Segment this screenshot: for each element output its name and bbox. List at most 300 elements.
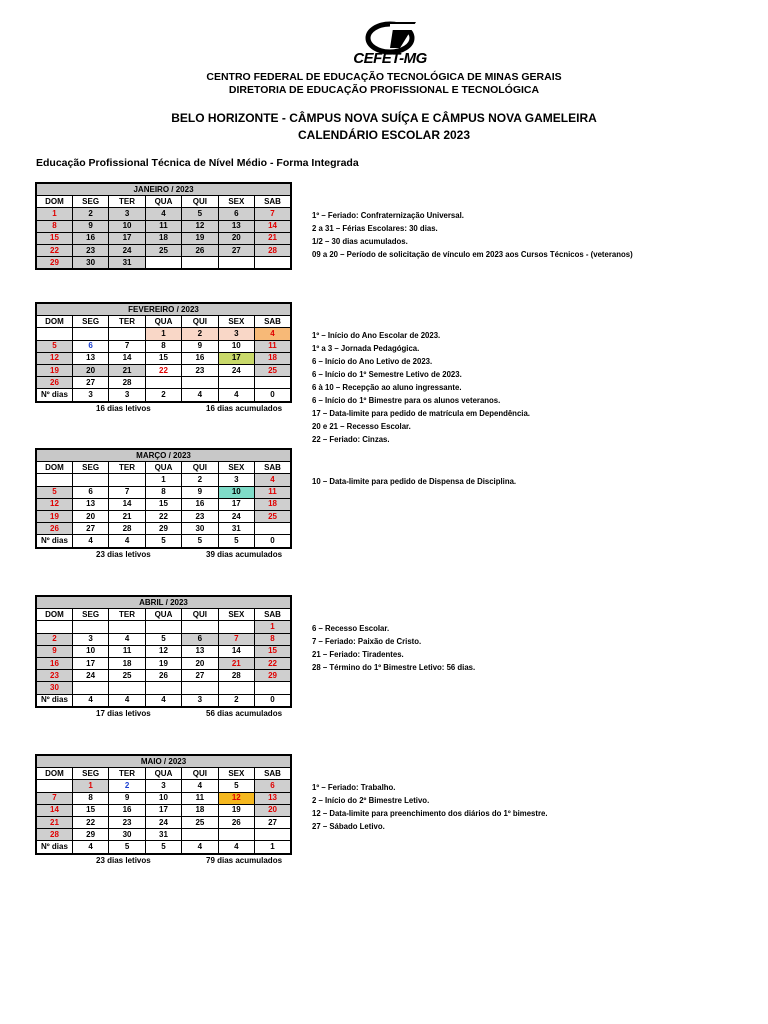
weekday-header: SEX: [218, 462, 254, 474]
day-cell: 9: [36, 645, 72, 657]
day-cell: 31: [109, 257, 145, 270]
day-cell: 5: [36, 340, 72, 352]
day-cell: 23: [72, 244, 108, 256]
event-item: 12 – Data-limite para preenchimento dos diários do 1º bimestre.: [312, 809, 548, 818]
days-count-label: Nº dias: [36, 694, 72, 707]
day-cell: 17: [218, 498, 254, 510]
day-cell: 11: [182, 792, 218, 804]
accumulated-days-total: 16 dias acumulados: [206, 403, 283, 413]
day-cell: 6: [218, 208, 254, 220]
day-cell: [182, 377, 218, 389]
day-cell: 22: [255, 657, 291, 669]
day-cell: 6: [72, 486, 108, 498]
day-cell: [218, 829, 254, 841]
day-cell: 29: [255, 670, 291, 682]
day-cell: 8: [145, 340, 181, 352]
day-cell: 7: [255, 208, 291, 220]
day-cell: 18: [255, 352, 291, 364]
day-cell: 16: [72, 232, 108, 244]
day-cell: 11: [255, 486, 291, 498]
day-cell: 16: [182, 498, 218, 510]
day-cell: 15: [255, 645, 291, 657]
weekday-header: DOM: [36, 609, 72, 621]
day-cell: 3: [72, 633, 108, 645]
day-cell: 7: [218, 633, 254, 645]
day-cell: 3: [109, 208, 145, 220]
day-cell: 2: [182, 328, 218, 340]
day-cell: 11: [109, 645, 145, 657]
page-subtitle: Educação Profissional Técnica de Nível Médio - Forma Integrada: [36, 157, 359, 169]
day-cell: [182, 682, 218, 694]
event-item: 2 – Início do 2º Bimestre Letivo.: [312, 796, 430, 805]
day-cell: [255, 682, 291, 694]
weekday-header: TER: [109, 768, 145, 780]
event-item: 17 – Data-limite para pedido de matrícula em Dependência.: [312, 409, 530, 418]
day-cell: 26: [145, 670, 181, 682]
day-cell: 23: [182, 510, 218, 522]
weekday-header: SEX: [218, 316, 254, 328]
event-item: 1º – Feriado: Confraternização Universal.: [312, 211, 464, 220]
weekday-header: QUI: [182, 462, 218, 474]
day-cell: 13: [72, 352, 108, 364]
weekday-header: TER: [109, 316, 145, 328]
day-cell: 18: [145, 232, 181, 244]
school-days-total: 23 dias letivos: [96, 549, 151, 559]
weekday-header: SAB: [255, 316, 291, 328]
month-totals: [35, 708, 292, 720]
day-cell: 8: [145, 486, 181, 498]
day-cell: 4: [218, 389, 254, 402]
day-cell: [218, 682, 254, 694]
day-cell: 17: [72, 657, 108, 669]
day-cell: 28: [36, 829, 72, 841]
weekday-header: QUI: [182, 196, 218, 208]
days-count-label: Nº dias: [36, 389, 72, 402]
day-cell: 26: [182, 244, 218, 256]
day-cell: [36, 474, 72, 486]
day-cell: 19: [218, 804, 254, 816]
month-totals: [35, 403, 292, 415]
month-title: MARÇO / 2023: [36, 449, 291, 462]
day-cell: 24: [109, 244, 145, 256]
day-cell: 5: [145, 841, 181, 854]
day-cell: 17: [145, 804, 181, 816]
day-cell: 21: [218, 657, 254, 669]
day-cell: [72, 682, 108, 694]
day-cell: 25: [145, 244, 181, 256]
day-cell: 13: [182, 645, 218, 657]
month-events: [312, 622, 752, 674]
day-cell: 27: [72, 377, 108, 389]
event-item: 1/2 – 30 dias acumulados.: [312, 237, 408, 246]
weekday-header: SEG: [72, 316, 108, 328]
day-cell: [72, 474, 108, 486]
day-cell: 18: [182, 804, 218, 816]
day-cell: 2: [182, 474, 218, 486]
day-cell: 8: [255, 633, 291, 645]
day-cell: [72, 328, 108, 340]
month-table: [35, 754, 292, 855]
day-cell: 19: [36, 364, 72, 376]
day-cell: 4: [182, 841, 218, 854]
weekday-header: TER: [109, 609, 145, 621]
day-cell: 4: [109, 535, 145, 548]
school-days-total: 16 dias letivos: [96, 403, 151, 413]
day-cell: 31: [145, 829, 181, 841]
day-cell: 5: [145, 535, 181, 548]
day-cell: 5: [218, 780, 254, 792]
day-cell: 19: [36, 510, 72, 522]
day-cell: 22: [72, 816, 108, 828]
event-item: 09 a 20 – Período de solicitação de vínculo em 2023 aos Cursos Técnicos - (veteranos): [312, 250, 633, 259]
day-cell: 11: [145, 220, 181, 232]
day-cell: 13: [218, 220, 254, 232]
day-cell: 20: [72, 364, 108, 376]
month-events: [312, 209, 752, 261]
day-cell: 19: [145, 657, 181, 669]
event-item: 6 – Início do 1º Bimestre para os alunos veteranos.: [312, 396, 501, 405]
month-calendar: [35, 754, 292, 867]
day-cell: 12: [182, 220, 218, 232]
weekday-header: QUI: [182, 609, 218, 621]
event-item: 20 e 21 – Recesso Escolar.: [312, 422, 411, 431]
month-calendar: [35, 595, 292, 720]
day-cell: 21: [36, 816, 72, 828]
day-cell: 4: [109, 633, 145, 645]
day-cell: 4: [109, 694, 145, 707]
day-cell: 19: [182, 232, 218, 244]
days-count-label: Nº dias: [36, 841, 72, 854]
month-calendar: [35, 302, 292, 415]
day-cell: 1: [36, 208, 72, 220]
day-cell: [145, 377, 181, 389]
day-cell: 9: [182, 486, 218, 498]
month-title: ABRIL / 2023: [36, 596, 291, 609]
day-cell: [36, 328, 72, 340]
day-cell: 3: [182, 694, 218, 707]
month-table: [35, 448, 292, 549]
day-cell: 4: [255, 474, 291, 486]
event-item: 6 – Início do 1º Semestre Letivo de 2023.: [312, 370, 462, 379]
day-cell: [109, 328, 145, 340]
day-cell: [255, 257, 291, 270]
day-cell: [109, 474, 145, 486]
day-cell: 12: [36, 498, 72, 510]
day-cell: [145, 621, 181, 633]
day-cell: [255, 377, 291, 389]
event-item: 6 – Início do Ano Letivo de 2023.: [312, 357, 433, 366]
weekday-header: TER: [109, 462, 145, 474]
day-cell: 14: [36, 804, 72, 816]
day-cell: 10: [218, 340, 254, 352]
weekday-header: QUA: [145, 196, 181, 208]
day-cell: 5: [36, 486, 72, 498]
day-cell: 25: [255, 364, 291, 376]
weekday-header: SAB: [255, 768, 291, 780]
day-cell: [36, 780, 72, 792]
day-cell: 30: [109, 829, 145, 841]
day-cell: 5: [145, 633, 181, 645]
month-table: [35, 182, 292, 270]
event-item: 10 – Data-limite para pedido de Dispensa de Disciplina.: [312, 477, 517, 486]
day-cell: 4: [182, 780, 218, 792]
weekday-header: QUA: [145, 768, 181, 780]
day-cell: 2: [145, 389, 181, 402]
day-cell: 15: [72, 804, 108, 816]
day-cell: 27: [255, 816, 291, 828]
weekday-header: SEX: [218, 768, 254, 780]
day-cell: [182, 621, 218, 633]
school-days-total: 23 dias letivos: [96, 855, 151, 865]
day-cell: 2: [218, 694, 254, 707]
day-cell: 9: [182, 340, 218, 352]
day-cell: 15: [145, 498, 181, 510]
day-cell: 20: [182, 657, 218, 669]
day-cell: 4: [182, 389, 218, 402]
day-cell: 0: [255, 389, 291, 402]
day-cell: 3: [145, 780, 181, 792]
day-cell: 24: [145, 816, 181, 828]
weekday-header: QUI: [182, 768, 218, 780]
day-cell: 14: [109, 352, 145, 364]
day-cell: 14: [109, 498, 145, 510]
day-cell: 28: [218, 670, 254, 682]
day-cell: 22: [145, 510, 181, 522]
weekday-header: SAB: [255, 609, 291, 621]
day-cell: [109, 682, 145, 694]
weekday-header: SEG: [72, 462, 108, 474]
day-cell: 30: [36, 682, 72, 694]
event-item: 6 à 10 – Recepção ao aluno ingressante.: [312, 383, 462, 392]
school-days-total: 17 dias letivos: [96, 708, 151, 718]
weekday-header: DOM: [36, 316, 72, 328]
weekday-header: QUA: [145, 316, 181, 328]
day-cell: 27: [218, 244, 254, 256]
day-cell: 20: [255, 804, 291, 816]
day-cell: 27: [72, 523, 108, 535]
day-cell: 16: [109, 804, 145, 816]
month-calendar: [35, 182, 292, 270]
day-cell: 1: [145, 474, 181, 486]
day-cell: 4: [72, 841, 108, 854]
day-cell: 4: [255, 328, 291, 340]
day-cell: [145, 257, 181, 270]
day-cell: 10: [72, 645, 108, 657]
day-cell: 3: [72, 389, 108, 402]
day-cell: [109, 621, 145, 633]
day-cell: 13: [255, 792, 291, 804]
logo-text: CEFET-MG: [353, 50, 427, 67]
month-title: MAIO / 2023: [36, 755, 291, 768]
institution-name: CENTRO FEDERAL DE EDUCAÇÃO TECNOLÓGICA DE MINAS GERAIS: [206, 71, 562, 83]
day-cell: 10: [109, 220, 145, 232]
event-item: 2 a 31 – Férias Escolares: 30 dias.: [312, 224, 438, 233]
day-cell: 4: [145, 694, 181, 707]
day-cell: 0: [255, 694, 291, 707]
day-cell: 8: [36, 220, 72, 232]
day-cell: [218, 257, 254, 270]
day-cell: 4: [145, 208, 181, 220]
day-cell: 13: [72, 498, 108, 510]
day-cell: [145, 682, 181, 694]
day-cell: 26: [36, 523, 72, 535]
weekday-header: SAB: [255, 462, 291, 474]
day-cell: 16: [182, 352, 218, 364]
day-cell: [182, 257, 218, 270]
event-item: 28 – Término do 1º Bimestre Letivo: 56 dias.: [312, 663, 476, 672]
month-totals: [35, 549, 292, 561]
day-cell: 20: [218, 232, 254, 244]
day-cell: 1: [145, 328, 181, 340]
day-cell: 25: [255, 510, 291, 522]
day-cell: [255, 523, 291, 535]
day-cell: 2: [109, 780, 145, 792]
day-cell: 16: [36, 657, 72, 669]
day-cell: 11: [255, 340, 291, 352]
days-count-label: Nº dias: [36, 535, 72, 548]
day-cell: 28: [255, 244, 291, 256]
weekday-header: SEG: [72, 196, 108, 208]
day-cell: 1: [72, 780, 108, 792]
weekday-header: SEG: [72, 609, 108, 621]
day-cell: 18: [109, 657, 145, 669]
weekday-header: SEX: [218, 196, 254, 208]
day-cell: 17: [109, 232, 145, 244]
day-cell: 24: [218, 510, 254, 522]
day-cell: 14: [255, 220, 291, 232]
day-cell: 26: [218, 816, 254, 828]
day-cell: 18: [255, 498, 291, 510]
day-cell: 24: [218, 364, 254, 376]
day-cell: 9: [109, 792, 145, 804]
accumulated-days-total: 56 dias acumulados: [206, 708, 283, 718]
day-cell: 5: [218, 535, 254, 548]
day-cell: 4: [72, 535, 108, 548]
day-cell: 20: [72, 510, 108, 522]
day-cell: 5: [109, 841, 145, 854]
day-cell: 28: [109, 377, 145, 389]
directorate-name: DIRETORIA DE EDUCAÇÃO PROFISSIONAL E TECNOLÓGICA: [228, 84, 540, 96]
day-cell: 26: [36, 377, 72, 389]
day-cell: 3: [218, 474, 254, 486]
day-cell: [218, 621, 254, 633]
day-cell: 21: [109, 510, 145, 522]
day-cell: 29: [145, 523, 181, 535]
day-cell: 10: [218, 486, 254, 498]
day-cell: 30: [72, 257, 108, 270]
weekday-header: QUI: [182, 316, 218, 328]
day-cell: 0: [255, 535, 291, 548]
day-cell: 12: [145, 645, 181, 657]
event-item: 1º – Feriado: Trabalho.: [312, 783, 396, 792]
day-cell: 22: [145, 364, 181, 376]
day-cell: 23: [182, 364, 218, 376]
day-cell: 14: [218, 645, 254, 657]
day-cell: 1: [255, 841, 291, 854]
day-cell: 6: [182, 633, 218, 645]
month-events: [312, 329, 752, 446]
day-cell: 7: [109, 486, 145, 498]
weekday-header: SAB: [255, 196, 291, 208]
accumulated-days-total: 79 dias acumulados: [206, 855, 283, 865]
weekday-header: DOM: [36, 768, 72, 780]
day-cell: 24: [72, 670, 108, 682]
weekday-header: QUA: [145, 609, 181, 621]
day-cell: 12: [218, 792, 254, 804]
day-cell: 15: [36, 232, 72, 244]
month-events: [312, 781, 752, 833]
day-cell: 27: [182, 670, 218, 682]
day-cell: 29: [36, 257, 72, 270]
event-item: 21 – Feriado: Tiradentes.: [312, 650, 404, 659]
day-cell: 5: [182, 535, 218, 548]
event-item: 1º – Início do Ano Escolar de 2023.: [312, 331, 441, 340]
day-cell: 8: [72, 792, 108, 804]
weekday-header: TER: [109, 196, 145, 208]
day-cell: 31: [218, 523, 254, 535]
event-item: 27 – Sábado Letivo.: [312, 822, 385, 831]
day-cell: 17: [218, 352, 254, 364]
weekday-header: SEX: [218, 609, 254, 621]
event-item: 1º a 3 – Jornada Pedagógica.: [312, 344, 420, 353]
day-cell: 9: [72, 220, 108, 232]
day-cell: 12: [36, 352, 72, 364]
day-cell: 2: [36, 633, 72, 645]
month-title: FEVEREIRO / 2023: [36, 303, 291, 316]
day-cell: [218, 377, 254, 389]
day-cell: 25: [182, 816, 218, 828]
calendar-title: CALENDÁRIO ESCOLAR 2023: [297, 128, 471, 142]
day-cell: 28: [109, 523, 145, 535]
day-cell: 3: [218, 328, 254, 340]
day-cell: 30: [182, 523, 218, 535]
day-cell: 7: [109, 340, 145, 352]
weekday-header: DOM: [36, 462, 72, 474]
day-cell: 15: [145, 352, 181, 364]
day-cell: 4: [218, 841, 254, 854]
day-cell: 10: [145, 792, 181, 804]
day-cell: 21: [255, 232, 291, 244]
campus-title: BELO HORIZONTE - CÂMPUS NOVA SUÍÇA E CÂMPUS NOVA GAMELEIRA: [171, 111, 597, 125]
month-table: [35, 595, 292, 708]
event-item: 22 – Feriado: Cinzas.: [312, 435, 390, 444]
accumulated-days-total: 39 dias acumulados: [206, 549, 283, 559]
day-cell: 5: [182, 208, 218, 220]
day-cell: 7: [36, 792, 72, 804]
day-cell: 6: [255, 780, 291, 792]
day-cell: 21: [109, 364, 145, 376]
day-cell: 22: [36, 244, 72, 256]
month-title: JANEIRO / 2023: [36, 183, 291, 196]
weekday-header: SEG: [72, 768, 108, 780]
event-item: 7 – Feriado: Paixão de Cristo.: [312, 637, 422, 646]
day-cell: [255, 829, 291, 841]
day-cell: 3: [109, 389, 145, 402]
day-cell: 1: [255, 621, 291, 633]
day-cell: 4: [72, 694, 108, 707]
day-cell: 2: [72, 208, 108, 220]
event-item: 6 – Recesso Escolar.: [312, 624, 390, 633]
month-table: [35, 302, 292, 403]
month-events: [312, 475, 752, 488]
weekday-header: QUA: [145, 462, 181, 474]
day-cell: [72, 621, 108, 633]
day-cell: 29: [72, 829, 108, 841]
weekday-header: DOM: [36, 196, 72, 208]
month-calendar: [35, 448, 292, 561]
day-cell: [182, 829, 218, 841]
day-cell: 25: [109, 670, 145, 682]
